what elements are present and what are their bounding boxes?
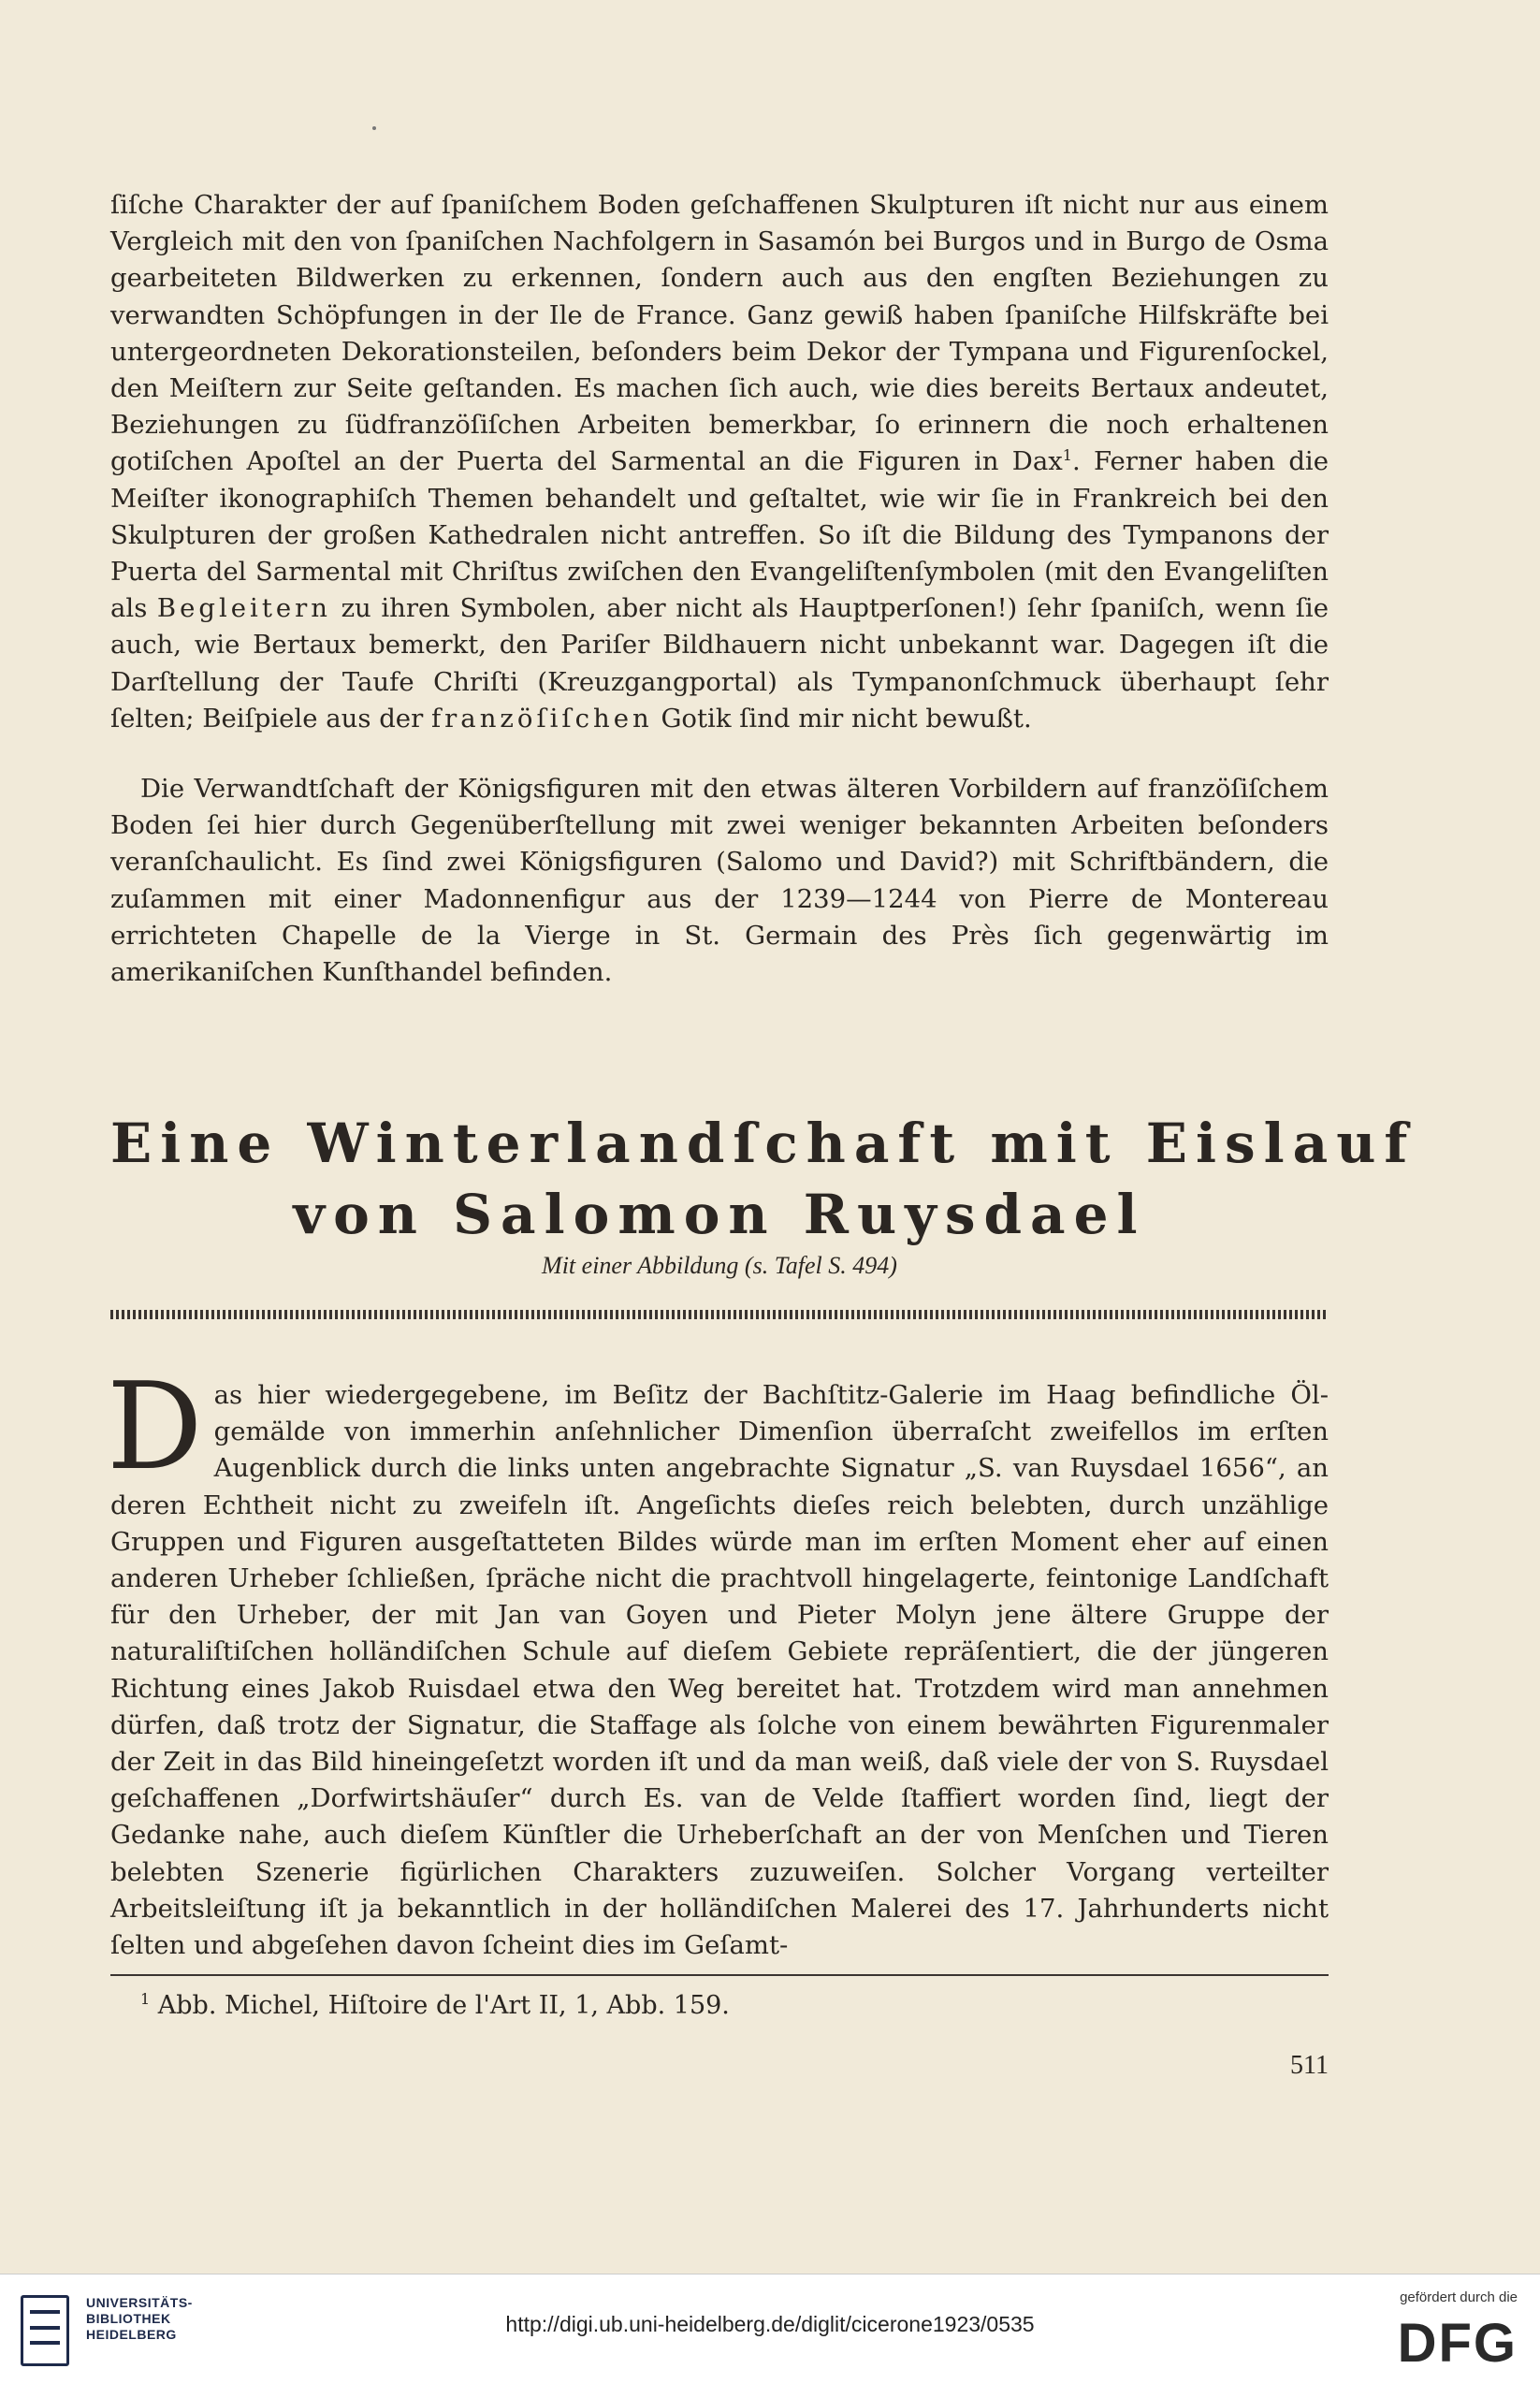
dotted-divider-lower: [110, 1315, 1329, 1319]
article-title: Eine Winterlandſchaft mit Eislauf: [110, 1112, 1417, 1175]
article-title-line-2: von Salomon Ruysdael: [293, 1183, 1146, 1246]
footnote-text: Abb. Michel, Hiſtoire de l'Art II, 1, Abb. 159.: [150, 1991, 730, 2020]
viewer-footer: [0, 2274, 1540, 2398]
footnote: [140, 1991, 730, 2020]
speck: [372, 126, 376, 130]
emphasized-word-franzoesischen: franzöſiſchen: [430, 703, 653, 734]
footnote-marker: 1: [140, 1990, 151, 2008]
paragraph-1-text-end: Gotik ſind mir nicht bewußt.: [652, 703, 1032, 734]
paragraph-2-text: Die Verwandtſchaft der Königsfiguren mit den etwas älteren Vorbildern auf franzöſiſchem Boden ſei hier durch Gegenüberſtellung mit zwei weniger bekannten Arbeiten beſonders veranſchaulicht. Es ſind zwei Königsfiguren (Salomo und David?) mit Schriftbändern, die zuſammen mit einer Madonnenfigur aus der 1239—1244 von Pierre de Montereau errichteten Chapelle de la Vierge in St. Germain des Près ſich gegenwärtig im amerikaniſchen Kunſthandel befinden.: [110, 774, 1329, 988]
emphasized-word-begleitern: Begleitern: [156, 593, 332, 624]
footnote-reference: 1: [1062, 446, 1072, 465]
drop-cap: D: [107, 1358, 203, 1497]
paragraph-1: [110, 187, 1329, 737]
article-body-text: as hier wiedergegebene, im Beſitz der Bachſtitz-Galerie im Haag befindliche Ölgemälde von immerhin anſehnlicher Dimenſion überraſcht zweifellos im erſten Augenblick durch die links unten angebrachte Signatur „S. van Ruysdael 1656“, an deren Echtheit nicht zu zweifeln iſt. Angeſichts dieſes reich belebten, durch unzählige Gruppen und Figuren ausgeſtatteten Bildes würde man im erſten Moment eher auf einen anderen Urheber ſchließen, ſpräche nicht die prachtvoll hingelagerte, feintonige Landſchaft für den Urheber, der mit Jan van Goyen und Pieter Molyn jene ältere Gruppe der naturaliſtiſchen holländiſchen Schule auf dieſem Gebiete repräſentiert, die der jüngeren Richtung eines Jakob Ruisdael etwa den Weg bereitet hat. Trotzdem wird man annehmen dürfen, daß trotz der Signatur, die Staffage als ſolche von einem bewährten Figurenmaler der Zeit in das Bild hineingeſetzt worden iſt und da man weiß, daß viele der von S. Ruysdael geſchaffenen „Dorfwirtshäuſer“ durch Es. van de Velde ſtaffiert worden ſind, liegt der Gedanke nahe, auch dieſem Künſtler die Urheberſchaft an der von Menſchen und Tieren belebten Szenerie figürlichen Charakters zuzuweiſen. Solcher Vorgang verteilter Arbeitsleiſtung iſt ja bekanntlich in der holländiſchen Malerei des 17. Jahrhunderts nicht ſelten und abgeſehen davon ſcheint dies im Geſamt-: [110, 1380, 1329, 1961]
funding-caption: gefördert durch die: [1400, 2289, 1518, 2305]
dfg-logo: DFG: [1397, 2313, 1518, 2374]
article-body: [107, 1358, 1329, 1964]
page-number: 511: [1290, 2051, 1329, 2080]
library-name: UNIVERSITÄTS- BIBLIOTHEK HEIDELBERG: [86, 2295, 193, 2342]
paragraph-2: [110, 771, 1329, 991]
permalink[interactable]: http://digi.ub.uni-heidelberg.de/diglit/cicerone1923/0535: [505, 2312, 1035, 2336]
footnote-divider: [110, 1974, 1329, 1976]
paragraph-1-text: ſiſche Charakter der auf ſpaniſchem Boden geſchaffenen Skulpturen iſt nicht nur aus einem Vergleich mit den von ſpaniſchen Nachfolgern in Sasamón bei Burgos und in Burgo de Osma gearbeiteten Bildwerken zu erkennen, ſondern auch aus den engſten Beziehungen zu verwandten Schöpfungen in der Ile de France. Ganz gewiß haben ſpaniſche Hilfskräfte bei untergeordneten Dekorationsteilen, beſonders beim Dekor der Tympana und Figurenſockel, den Meiſtern zur Seite geſtanden. Es machen ſich auch, wie dies bereits Bertaux andeutet, Beziehungen zu ſüdfranzöſiſchen Arbeiten bemerkbar, ſo erinnern die noch erhaltenen gotiſchen Apoſtel an der Puerta del Sarmental an die Figuren in Dax: [110, 190, 1329, 477]
article-subtitle: Mit einer Abbildung (s. Tafel S. 494): [542, 1252, 897, 1279]
paragraph-1-text-continued-2: zu ihren Symbolen, aber nicht als Hauptperſonen!) ſehr ſpaniſch, wenn ſie auch, wie Bertaux bemerkt, den Pariſer Bildhauern nicht unbekannt war. Dagegen iſt die Darſtellung der Taufe Chriſti (Kreuzgangportal) als Tympanonſchmuck überhaupt ſehr ſelten; Beiſpiele aus der: [110, 593, 1329, 734]
paragraph-1-text-continued: . Ferner haben die Meiſter ikonographiſch Themen behandelt und geſtaltet, wie wir ſie in Frankreich bei den Skulpturen der großen Kathedralen nicht antreffen. So iſt die Bildung des Tympanons der Puerta del Sarmental mit Chriſtus zwiſchen den Evangeliſtenſymbolen (mit den Evangeliſten als: [110, 446, 1329, 624]
